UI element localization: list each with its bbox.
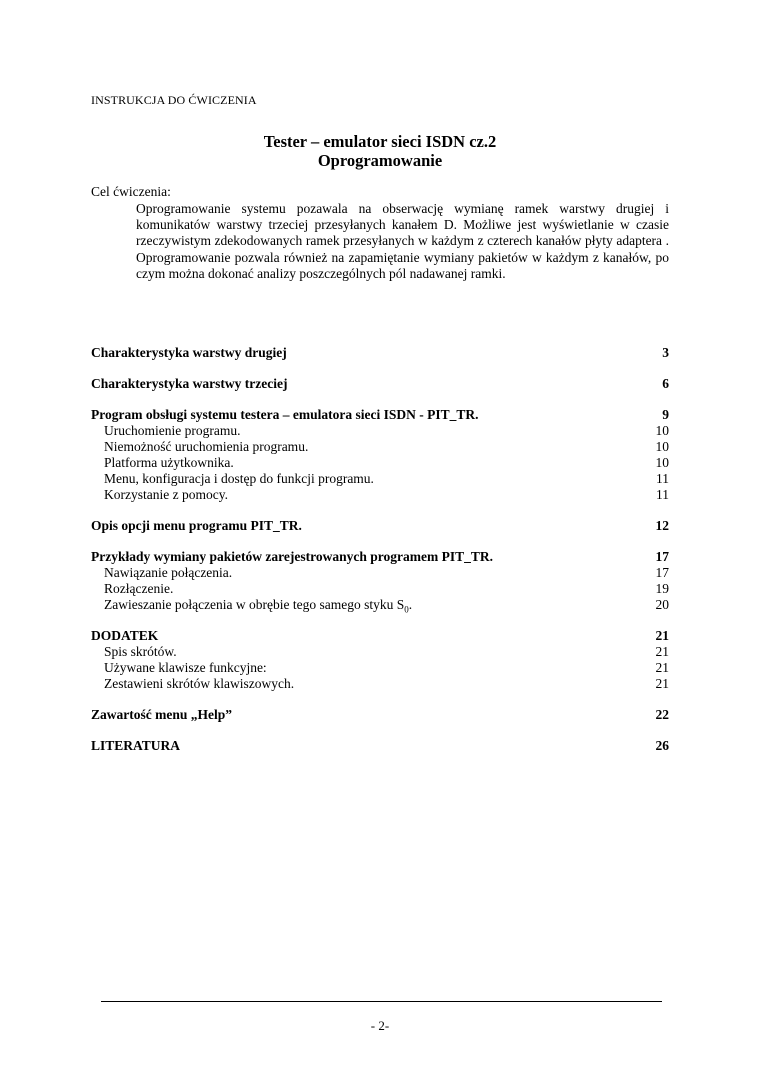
toc-entry — [91, 707, 669, 723]
toc-subentry-title — [91, 644, 177, 660]
toc-section — [91, 376, 669, 392]
toc-subentry-page: 10 — [655, 455, 669, 470]
toc-subentry — [91, 471, 669, 487]
toc-entry-title: LITERATURA — [91, 738, 181, 753]
toc-subentry-page: 17 — [655, 565, 669, 580]
document-header: INSTRUKCJA DO ĆWICZENIA — [91, 93, 257, 107]
table-of-contents — [91, 345, 669, 769]
toc-subentry — [91, 597, 669, 613]
footer-divider — [101, 1001, 662, 1002]
toc-entry-title: Charakterystyka warstwy trzeciej — [91, 376, 288, 391]
toc-subentry-page: 10 — [655, 439, 669, 454]
document-title: Tester – emulator sieci ISDN cz.2 — [263, 132, 497, 151]
toc-section — [91, 345, 669, 361]
toc-entry-page: 21 — [655, 628, 669, 643]
toc-subentry — [91, 487, 669, 503]
toc-subentry-page: 10 — [655, 423, 669, 438]
toc-subentry-page: 11 — [656, 471, 669, 486]
toc-section — [91, 518, 669, 534]
toc-entry-page: 26 — [655, 738, 669, 753]
toc-subentry-text: Korzystanie z pomocy. — [104, 487, 228, 502]
toc-entry-page: 17 — [655, 549, 669, 564]
toc-subentry-title — [91, 439, 308, 455]
toc-subentry — [91, 439, 669, 455]
toc-subentry — [91, 581, 669, 597]
toc-entry — [91, 407, 669, 423]
toc-subentry — [91, 644, 669, 660]
document-subtitle: Oprogramowanie — [317, 151, 443, 170]
toc-entry-page: 3 — [662, 345, 669, 360]
toc-subentry-text: Rozłączenie. — [104, 581, 174, 596]
toc-subentry — [91, 660, 669, 676]
toc-subentry-text: Używane klawisze funkcyjne: — [104, 660, 267, 675]
toc-entry — [91, 549, 669, 565]
toc-entry-page: 22 — [655, 707, 669, 722]
toc-subentry-title — [91, 487, 228, 503]
toc-section — [91, 738, 669, 754]
toc-entry — [91, 518, 669, 534]
toc-section — [91, 407, 669, 503]
toc-subentry-page: 19 — [655, 581, 669, 596]
toc-entry-title: Przykłady wymiany pakietów zarejestrowanych programem PIT_TR. — [91, 549, 493, 564]
toc-subentry — [91, 676, 669, 692]
toc-subentry — [91, 565, 669, 581]
toc-subentry-page: 21 — [655, 660, 669, 675]
toc-subentry-title — [91, 660, 267, 676]
toc-subentry-text: Zestawieni skrótów klawiszowych. — [104, 676, 295, 691]
goal-label: Cel ćwiczenia: — [91, 184, 171, 199]
toc-entry — [91, 628, 669, 644]
toc-entry-title: DODATEK — [91, 628, 159, 643]
toc-entry-title: Zawartość menu „Help” — [91, 707, 232, 722]
toc-subscript: 0 — [404, 604, 409, 615]
toc-entry — [91, 376, 669, 392]
toc-subentry-text: Spis skrótów. — [104, 644, 177, 659]
toc-subentry-title — [91, 676, 294, 692]
toc-subentry-title — [91, 597, 412, 618]
toc-subentry-suffix: . — [408, 597, 413, 612]
toc-entry-page: 12 — [655, 518, 669, 533]
toc-section — [91, 707, 669, 723]
toc-subentry-title — [91, 471, 374, 487]
toc-subentry-title — [91, 423, 240, 439]
toc-subentry-text: Uruchomienie programu. — [104, 423, 241, 438]
page-number: - 2- — [370, 1018, 390, 1033]
toc-entry — [91, 345, 669, 361]
toc-entry-title: Program obsługi systemu testera – emulatora sieci ISDN - PIT_TR. — [91, 407, 479, 422]
toc-entry-title: Charakterystyka warstwy drugiej — [91, 345, 287, 360]
toc-entry-title: Opis opcji menu programu PIT_TR. — [91, 518, 302, 533]
goal-paragraph: Oprogramowanie systemu pozawala na obserwację wymianę ramek warstwy drugiej i komunikatów warstwy trzeciej przesyłanych kanałem D. Możliwe jest wyświetlanie w czasie rzeczywistym zdekodowanych ramek przesyłanych w każdym z czterech kanałów płyty adaptera . Oprogramowanie pozwala również na zapamiętanie wymiany pakietów w każdym z kanałów, po czym można dokonać analizy poszczególnych pól nadawanej ramki. — [136, 201, 669, 281]
toc-section — [91, 628, 669, 692]
toc-subentry-page: 11 — [656, 487, 669, 502]
toc-subentry-title — [91, 455, 234, 471]
toc-subentry-page: 21 — [655, 644, 669, 659]
toc-subentry-text: Zawieszanie połączenia w obrębie tego samego styku S — [104, 597, 405, 612]
toc-entry-page: 6 — [662, 376, 669, 391]
toc-subentry-text: Nawiązanie połączenia. — [104, 565, 233, 580]
toc-subentry — [91, 455, 669, 471]
toc-entry — [91, 738, 669, 754]
toc-subentry-title — [91, 581, 173, 597]
toc-subentry-page: 21 — [655, 676, 669, 691]
toc-subentry-text: Menu, konfiguracja i dostęp do funkcji programu. — [104, 471, 374, 486]
toc-section — [91, 549, 669, 613]
toc-subentry-text: Platforma użytkownika. — [104, 455, 234, 470]
toc-subentry-text: Niemożność uruchomienia programu. — [104, 439, 309, 454]
toc-subentry — [91, 423, 669, 439]
toc-entry-page: 9 — [662, 407, 669, 422]
toc-subentry-page: 20 — [655, 597, 669, 612]
toc-subentry-title — [91, 565, 232, 581]
